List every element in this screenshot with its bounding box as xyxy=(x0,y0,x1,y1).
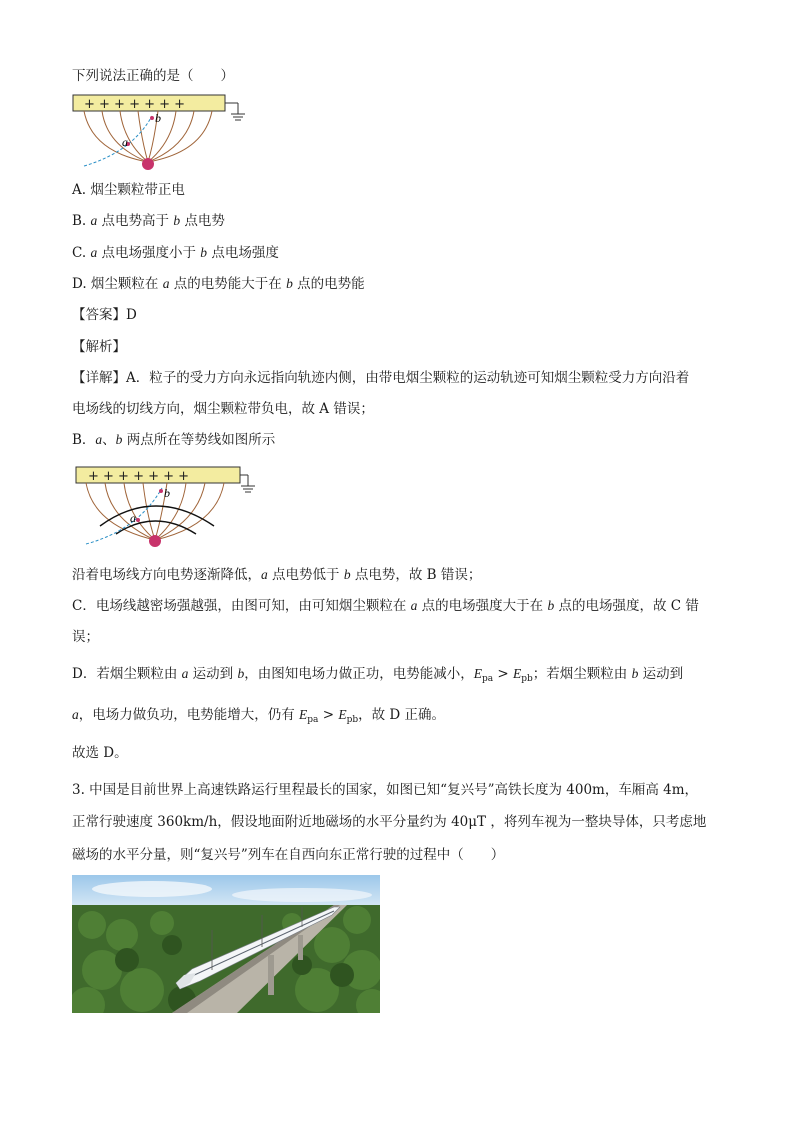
option-c: C. a 点电场强度小于 b 点电场强度 xyxy=(72,245,279,261)
analysis-c-text-1: C．电场线越密场强越强，由图可知，由可知烟尘颗粒在 a 点的电场强度大于在 b 点的电场强度，故 C 错 xyxy=(72,598,699,614)
point-b-label: b xyxy=(155,111,161,125)
high-speed-train-photo xyxy=(72,875,380,1013)
analysis-c-text-2: 误； xyxy=(72,629,99,645)
point-a-label: a xyxy=(122,135,128,149)
option-a: A. 烟尘颗粒带正电 xyxy=(72,182,185,198)
plate-charge-signs: + + + + + + + xyxy=(84,97,186,112)
analysis-d-text-2: a，电场力做负功，电势能增大，仍有 $E_{pa} > E_{pb}$，故 D 正确。 xyxy=(72,707,446,725)
point-b-label: b xyxy=(164,486,170,500)
conclusion: 故选 D。 xyxy=(72,745,128,761)
detail-line-2: 电场线的切线方向，烟尘颗粒带负电，故 A 错误； xyxy=(72,401,374,417)
point-a-label: a xyxy=(130,511,136,525)
q3-line-2: 正常行驶速度 360km/h，假设地面附近地磁场的水平分量约为 40μT ，将列车视为一整块导体，只考虑地 xyxy=(72,814,707,830)
analysis-d-text-1: D．若烟尘颗粒由 a 运动到 b，由图知电场力做正功，电势能减小，$E_{pa} > E_{pb}$；若烟尘颗粒由 b 运动到 xyxy=(72,666,684,684)
electric-field-figure-2 xyxy=(72,464,272,554)
field-lines xyxy=(86,483,224,540)
analysis-heading: 【解析】 xyxy=(72,339,126,355)
equipotential-lines xyxy=(100,506,214,534)
q3-line-3: 磁场的水平分量，则“复兴号”列车在自西向东正常行驶的过程中（ ） xyxy=(72,847,505,863)
plate-charge-signs: + + + + + + + xyxy=(88,469,190,484)
field-lines xyxy=(84,111,212,162)
detail-line-3: B．a、b 两点所在等势线如图所示 xyxy=(72,432,276,448)
electric-field-figure-1 xyxy=(72,94,252,176)
point-charge xyxy=(142,158,154,170)
q3-line-1: 3. 中国是目前世界上高速铁路运行里程最长的国家，如图已知“复兴号”高铁长度为 400m，车厢高 4m， xyxy=(72,782,699,798)
trajectory xyxy=(84,116,152,166)
answer: 【答案】D xyxy=(72,307,137,323)
option-b: B. a 点电势高于 b 点电势 xyxy=(72,213,225,229)
option-d: D. 烟尘颗粒在 a 点的电势能大于在 b 点的电势能 xyxy=(72,276,365,292)
analysis-b-text: 沿着电场线方向电势逐渐降低，a 点电势低于 b 点电势，故 B 错误； xyxy=(72,567,482,583)
question-stem: 下列说法正确的是（ ） xyxy=(72,68,234,84)
point-charge xyxy=(149,535,161,547)
detail-line-1: 【详解】A．粒子的受力方向永远指向轨迹内侧，由带电烟尘颗粒的运动轨迹可知烟尘颗粒受力方向沿着 xyxy=(72,370,690,386)
